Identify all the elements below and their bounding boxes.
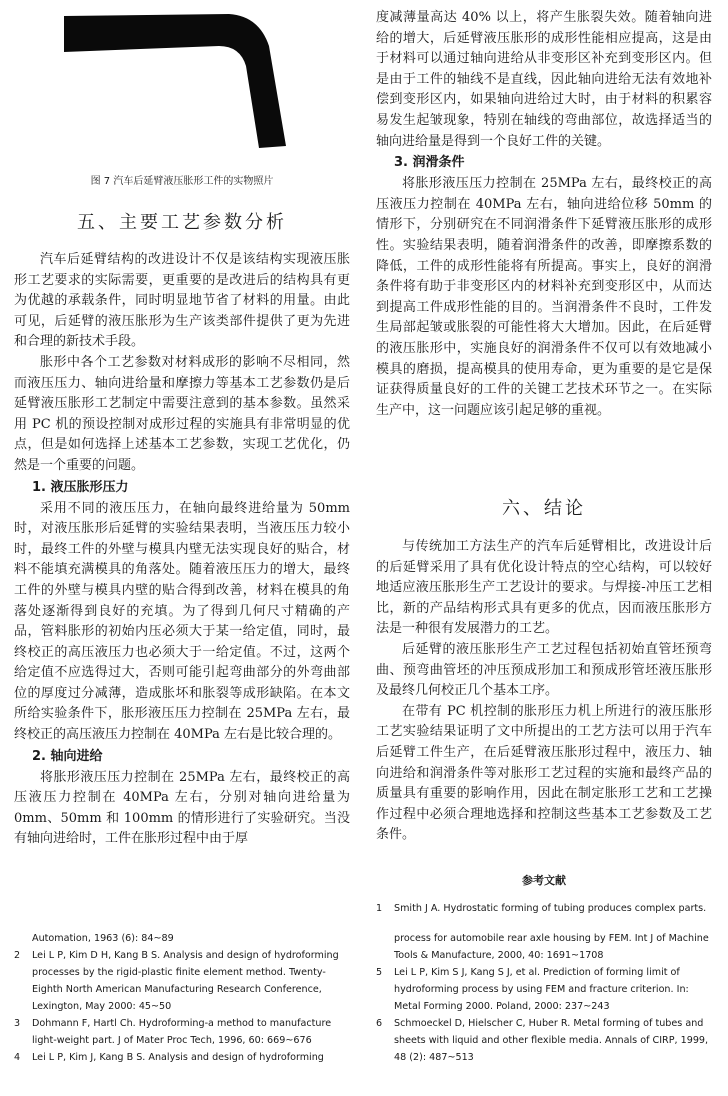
reference-item: process for automobile rear axle housing by FEM. Int J of Machine Tools & Manufacture, 2000, 40: 1691~1708: [394, 933, 709, 961]
paragraph: 采用不同的液压压力，在轴向最终进给量为 50mm 时，对液压胀形后延臂的实验结果表明，当液压压力较小时，最终工件的外壁与模具内壁无法实现良好的贴合，材料不能填充满模具的角落处。随着液压压力的增大，最终工件的外壁与模具内壁的贴合得到改善，材料在模具的角落处逐渐得到良好的充填。为了得到几何尺寸精确的产品，管料胀形的初始内压必须大于某一给定值，同时，最终校正的高压液压力也必须大于一给定值。不过，这两个给定值不应选得过大，否则可能引起弯曲部分的外弯曲部位的厚度过分减薄，造成胀坏和胀裂等成形缺陷。在本文所给实验条件下，胀形液压压力控制在 25MPa 左右，最终校正的高压液压力控制在 40MPa 左右是比较合理的。: [14, 500, 350, 743]
subsection-title: 3. 润滑条件: [394, 155, 465, 171]
reference-item: Automation, 1963 (6): 84~89: [32, 933, 174, 944]
references-right: [376, 930, 712, 1066]
paragraph: 与传统加工方法生产的汽车后延臂相比，改进设计后的后延臂采用了具有优化设计特点的空心结构，可以较好地适应液压胀形生产工艺设计的要求。与焊接-冲压工艺相比，新的产品结构形式具有更多的优点，因而液压胀形方法是一种很有发展潜力的工艺。: [376, 539, 712, 637]
reference-item: 5 Lei L P, Kim S J, Kang S J, et al. Prediction of forming limit of hydroforming process by using FEM and fracture criterion. In: Metal Forming 2000. Poland, 2000: 237~243: [376, 967, 689, 1012]
paragraph: 在带有 PC 机控制的胀形压力机上所进行的液压胀形工艺实验结果证明了文中所提出的工艺方法可以用于汽车后延臂工件生产，在后延臂液压胀形过程中，液压力、轴向进给和润滑条件等对胀形工艺过程的实施和最终产品的质量具有重要的影响作用，因此在制定胀形工艺和工艺操作过程中必须合理地选择和控制这些基本工艺参数及工艺条件。: [376, 703, 712, 843]
subsection-title: 2. 轴向进给: [32, 748, 103, 764]
subsection-title: 1. 液压胀形压力: [32, 479, 129, 495]
paragraph: 将胀形液压压力控制在 25MPa 左右，最终校正的高压液压力控制在 40MPa 左右，轴向进给位移 50mm 的情形下，分别研究在不同润滑条件下延臂液压胀形的成形性。实验结果表明，随着润滑条件的改善，即摩擦系数的降低，工件的成形性能将有所提高。事实上，良好的润滑条件将有助于非变形区内的材料补充到变形区中，从而达到提高工件成形性能的目的。当润滑条件不良时，工件发生局部起皱或胀裂的可能性将大大增加。因此，在后延臂的液压胀形中，实施良好的润滑条件不仅可以有效地减小模具的磨损，提高模具的使用寿命，更为重要的是它是保证获得质量良好的工件的关键工艺技术环节之一。在实际生产中，这一问题应该引起足够的重视。: [376, 176, 712, 418]
paragraph: 将胀形液压压力控制在 25MPa 左右，最终校正的高压液压力控制在 40MPa 左右，分别对轴向进给量为 0mm、50mm 和 100mm 的情形进行了实验研究。当没有轴向进给时，工件在胀形过程中由于厚: [14, 769, 350, 847]
paragraph: 胀形中各个工艺参数对材料成形的影响不尽相同，然而液压压力、轴向进给量和摩擦力等基本工艺参数仍是后延臂液压胀形工艺制定中需要注意到的基本参数。虽然采用 PC 机的预设控制对成形过程的实施具有非常明显的优点，但是如何选择上述基本工艺参数，实现工艺优化，仍然是一个重要的问题。: [14, 354, 350, 473]
paragraph: 后延臂的液压胀形生产工艺过程包括初始直管坯预弯曲、预弯曲管坯的冲压预成形加工和预成形管坯液压胀形及最终几何校正几个基本工序。: [376, 641, 712, 699]
section-5-title: 五、主要工艺参数分析: [77, 212, 287, 233]
figure-caption: 图 7 汽车后延臂液压胀形工件的实物照片: [90, 176, 274, 187]
reference-item: 4 Lei L P, Kim J, Kang B S. Analysis and design of hydroforming: [14, 1052, 324, 1063]
paragraph: 汽车后延臂结构的改进设计不仅是该结构实现液压胀形工艺要求的实际需要，更重要的是改进后的结构具有更为优越的承载条件，同时明显地节省了材料的用量。由此可见，后延臂的液压胀形为生产该类部件提供了更为先进和合理的新技术手段。: [14, 252, 350, 350]
reference-item: 1 Smith J A. Hydrostatic forming of tubing produces complex parts.: [376, 903, 707, 914]
reference-item: 2 Lei L P, Kim D H, Kang B S. Analysis and design of hydroforming processes by the rigid-plastic finite element method. Twenty-Eighth North American Manufacturing Research Conference, Lexington, May 2000: 45~50: [14, 950, 339, 1012]
reference-item: 6 Schmoeckel D, Hielscher C, Huber R. Metal forming of tubes and sheets with liquid and other flexible media. Annals of CIRP, 1999, 48 (2): 487~513: [376, 1018, 709, 1063]
section-6-title: 六、结论: [502, 498, 586, 519]
figure-7-photo: [54, 6, 294, 162]
references-left: [14, 930, 350, 1066]
reference-item: 3 Dohmann F, Hartl Ch. Hydroforming-a method to manufacture light-weight part. J of Mater Proc Tech, 1996, 60: 669~676: [14, 1018, 332, 1046]
references-title: 参考文献: [522, 874, 566, 887]
paragraph: 度减薄量高达 40% 以上，将产生胀裂失效。随着轴向进给的增大，后延臂液压胀形的成形性能相应提高，这是由于材料可以通过轴向进给从非变形区补充到变形区内。但是由于工件的轴线不是直线，因此轴向进给无法有效地补偿到变形区内，如果轴向进给过大时，由于材料的积累容易发生起皱现象，特别在轴线的弯曲部位，故选择适当的轴向进给量是得到一个良好工件的关键。: [376, 10, 712, 149]
